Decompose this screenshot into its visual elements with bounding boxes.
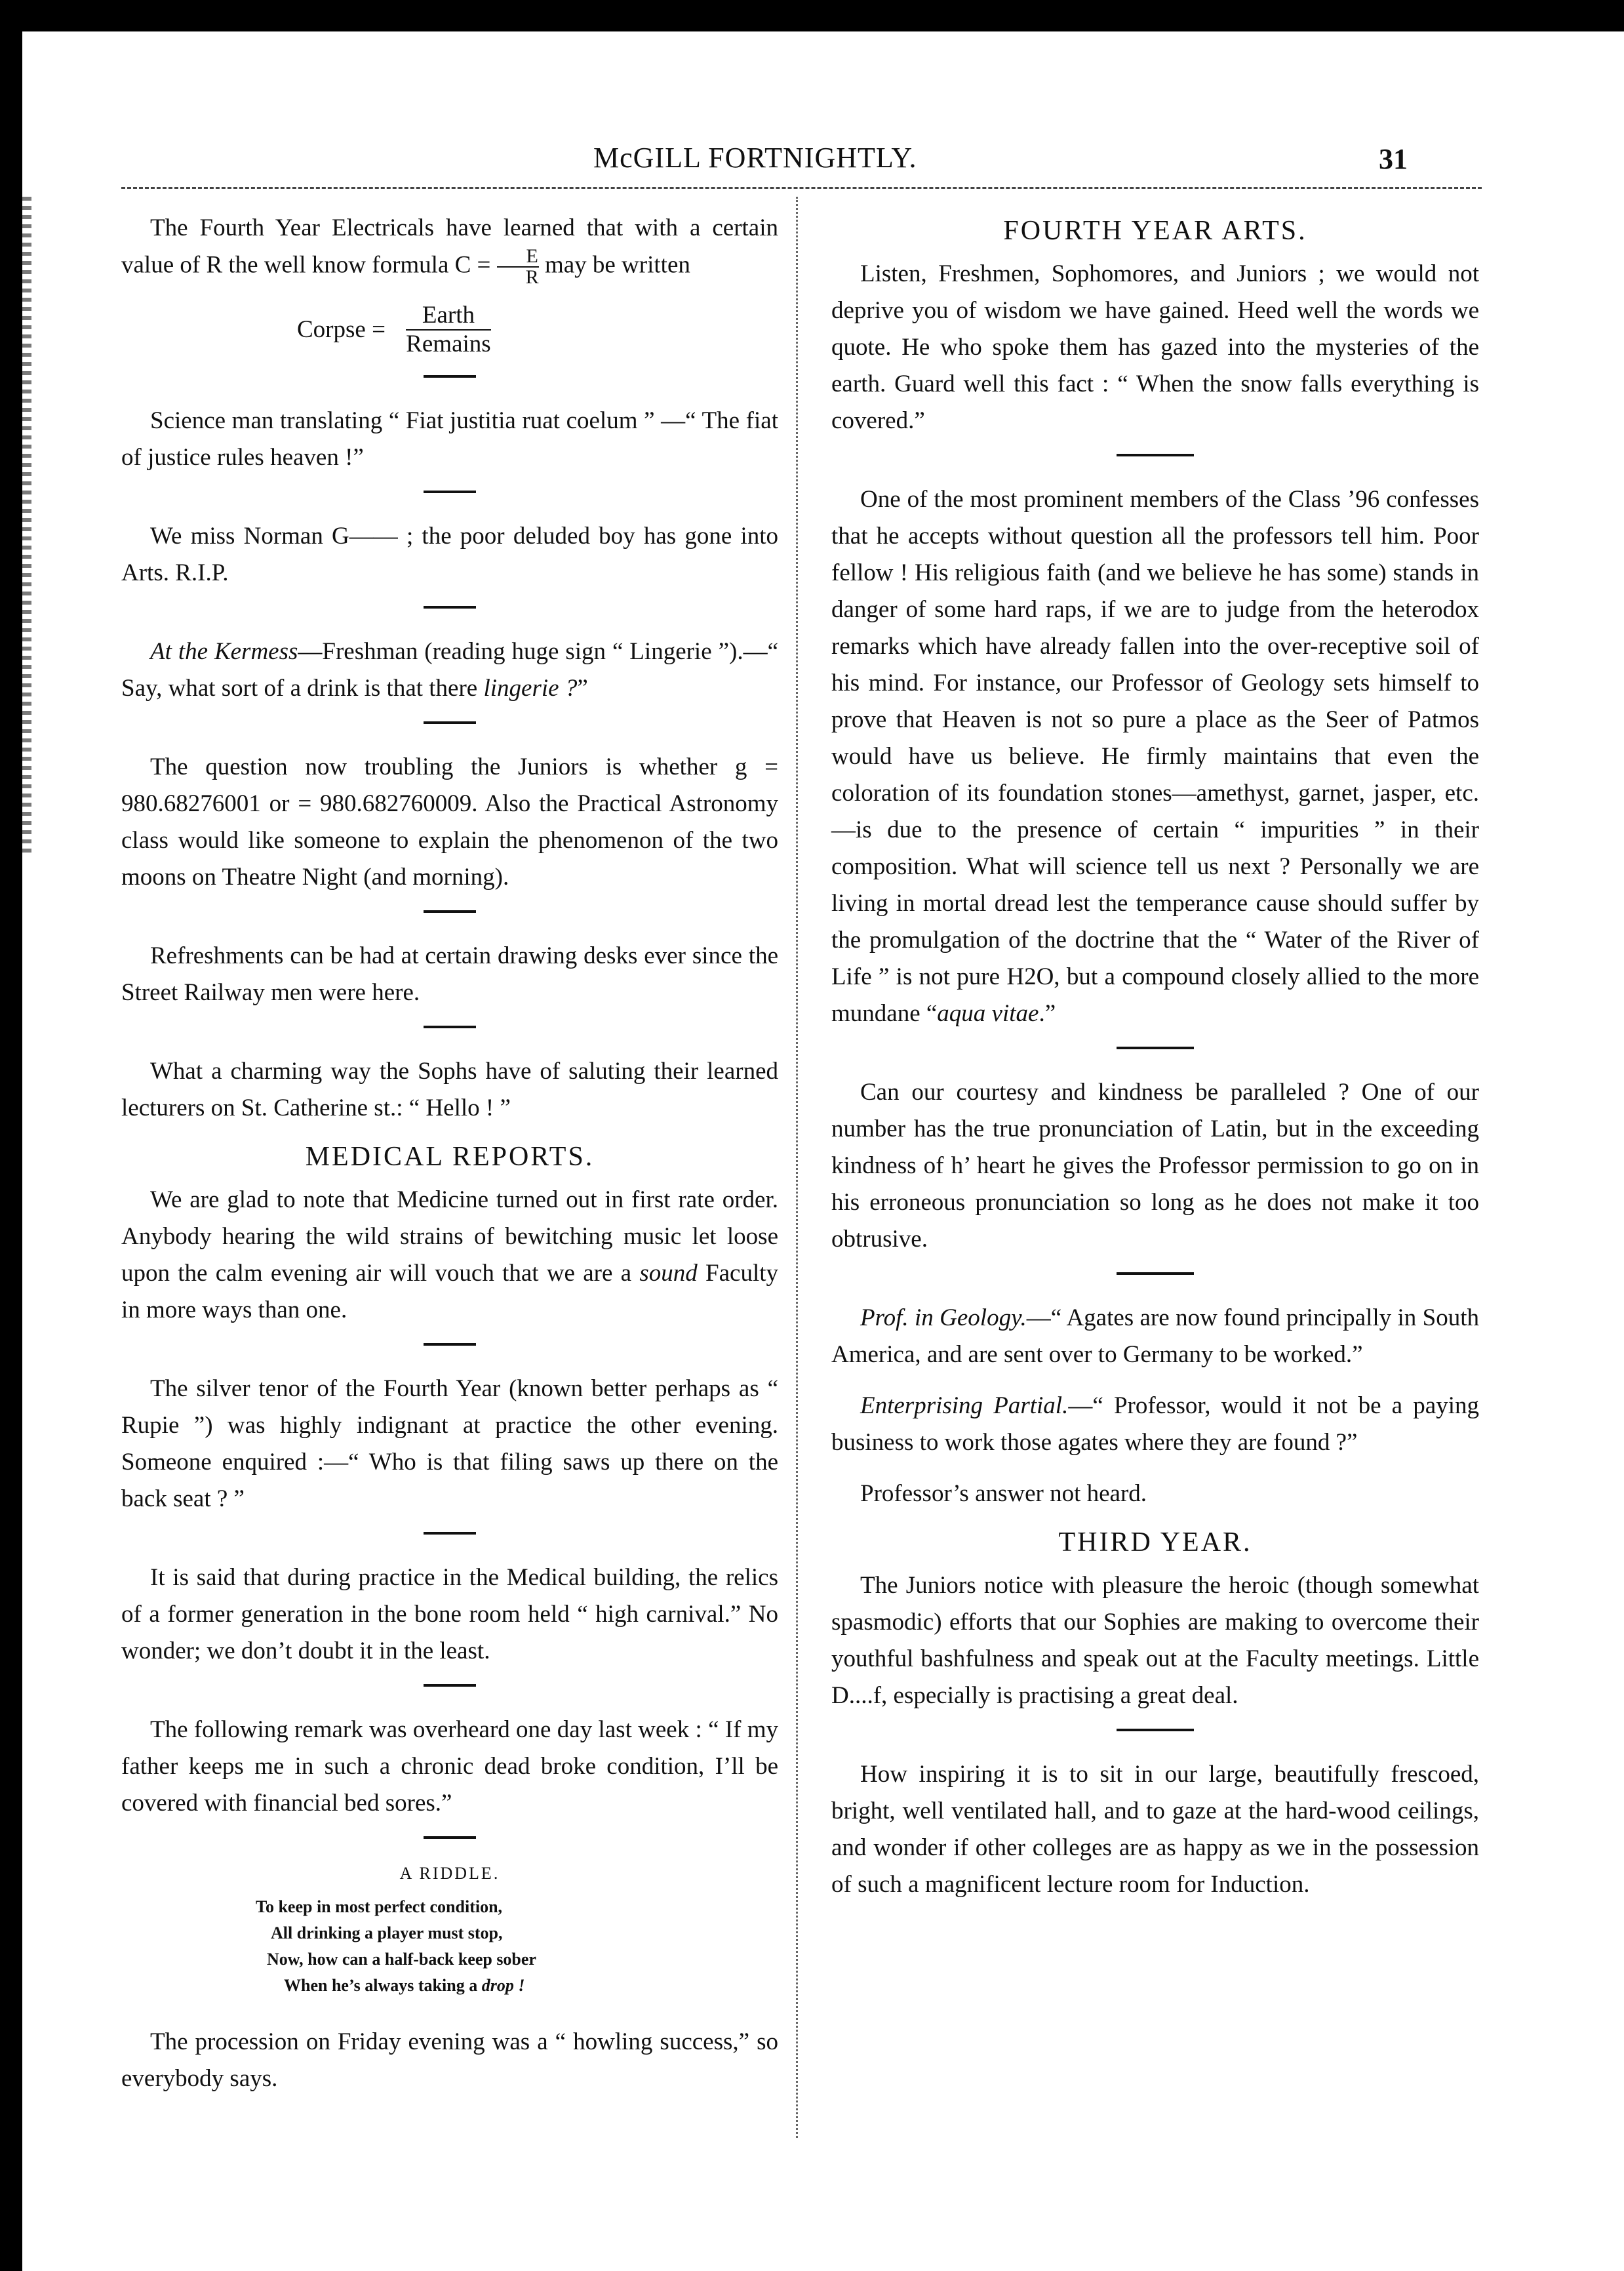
formula-fraction: $\frac{E}{R}$ — [497, 247, 539, 287]
scan-binding-edge — [0, 31, 22, 2271]
separator — [424, 1836, 476, 1839]
separator — [424, 1026, 476, 1028]
paragraph-silver-tenor: The silver tenor of the Fourth Year (known better perhaps as “ Rupie ”) was highly indignant at practice the other evening. Someone enquired :—“ Who is that filing saws up there on the back seat ? ” — [121, 1375, 778, 1512]
separator — [424, 375, 476, 378]
paragraph-bone-room: It is said that during practice in the Medical building, the relics of a former generation in the bone room held “ high carnival.” No wonder; we don’t doubt it in the least. — [121, 1564, 778, 1664]
paragraph-electricals: The Fourth Year Electricals have learned that with a certain value of R the well know formula C = $\frac{E}{R}$ may be written — [121, 214, 778, 288]
paragraph-class-96: One of the most prominent members of the Class ’96 confesses that he accepts without question all the professors tell him. Poor fellow ! His religious faith (and we believe he has some) stands in danger of some hard raps, if we are to judge from the heterodox remarks which have already fallen into the over-receptive soil of his mind. For instance, our Professor of Geology sets himself to prove that Heaven is not so pure a place as the Seer of Patmos would have us believe. He firmly maintains that even the coloration of its foundation stones—amethyst, garnet, jasper, etc.—is due to the presence of certain “ impurities ” in their composition. What will science tell us next ? Personally we are living in mortal dread lest the temperance cause should suffer by the promulgation of the doctrine that the “ Water of the River of Life ” is not pure H2O, but a compound closely allied to the more mundane “aqua vitae.” — [831, 486, 1479, 1027]
riddle-poem — [121, 1894, 778, 1999]
paragraph-lecture-hall: How inspiring it is to sit in our large, beautifully frescoed, bright, well ventilated hall, and to gaze at the hard-wood ceilings, and wonder if other colleges are as happy as we in the possession of such a magnificent lecture room for Induction. — [831, 1761, 1479, 1898]
section-heading-fourth-year-arts: FOURTH YEAR ARTS. — [1003, 216, 1307, 246]
separator — [424, 1684, 476, 1687]
poem-line: To keep in most perfect condition, — [256, 1897, 503, 1916]
separator — [1117, 1047, 1194, 1049]
paragraph-juniors-notice: The Juniors notice with pleasure the heroic (though somewhat spasmodic) efforts that our Sophies are making to overcome their youthful bashfulness and speak out at the Faculty meetings. Little D....f, especially is practising a great deal. — [831, 1572, 1479, 1709]
left-column — [121, 210, 778, 2112]
column-divider — [796, 197, 798, 2138]
paragraph-overheard-remark: The following remark was overheard one day last week : “ If my father keeps me in such a chronic dead broke condition, I’ll be covered with financial bed sores.” — [121, 1716, 778, 1817]
paragraph-courtesy: Can our courtesy and kindness be paralleled ? One of our number has the true pronunciation of Latin, but in the exceeding kindness of h’ heart he gives the Professor permission to go on in his erroneous pronunciation so long as he does not make it too obtrusive. — [831, 1079, 1479, 1253]
separator — [1117, 454, 1194, 456]
running-title: McGILL FORTNIGHTLY. — [593, 142, 917, 174]
separator — [1117, 1729, 1194, 1731]
paragraph-sophs-saluting: What a charming way the Sophs have of saluting their learned lecturers on St. Catherine st.: “ Hello ! ” — [121, 1058, 778, 1121]
scan-top-border — [0, 0, 1624, 31]
separator — [424, 491, 476, 493]
paragraph-enterprising-partial: Enterprising Partial.—“ Professor, would it not be a paying business to work those agates where they are found ?” — [831, 1392, 1479, 1456]
section-heading-medical: MEDICAL REPORTS. — [305, 1142, 595, 1172]
poem-line: Now, how can a half-back keep sober — [267, 1950, 536, 1969]
separator — [424, 606, 476, 609]
separator — [424, 910, 476, 913]
separator — [1117, 1272, 1194, 1275]
paragraph-professor-answer: Professor’s answer not heard. — [860, 1480, 1147, 1507]
paragraph-refreshments: Refreshments can be had at certain drawing desks ever since the Street Railway men were here. — [121, 942, 778, 1006]
paragraph-listen-freshmen: Listen, Freshmen, Sophomores, and Juniors ; we would not deprive you of wisdom we have gained. Heed well the words we quote. He who spoke them has gazed into the mysteries of the earth. Guard well this fact : “ When the snow falls everything is covered.” — [831, 260, 1479, 434]
right-column — [831, 210, 1479, 1918]
paragraph-norman: We miss Norman G—— ; the poor deluded boy has gone into Arts. R.I.P. — [121, 523, 778, 586]
scan-binding-texture — [22, 197, 31, 853]
separator — [424, 721, 476, 724]
page-number: 31 — [1379, 143, 1408, 175]
separator — [424, 1532, 476, 1535]
poem-line: When he’s always taking a drop ! — [284, 1976, 525, 1995]
paragraph-fiat-justitia: Science man translating “ Fiat justitia ruat coelum ” —“ The fiat of justice rules heaven !” — [121, 407, 778, 471]
page-header — [0, 141, 1624, 187]
paragraph-medicine: We are glad to note that Medicine turned out in first rate order. Anybody hearing the wild strains of bewitching music let loose upon the calm evening air will vouch that we are a sound Faculty in more ways than one. — [121, 1186, 779, 1323]
separator — [424, 1343, 476, 1346]
paragraph-kermess: At the Kermess—Freshman (reading huge sign “ Lingerie ”).—“ Say, what sort of a drink is that there lingerie ?” — [121, 638, 778, 702]
header-rule — [121, 187, 1482, 189]
paragraph-procession: The procession on Friday evening was a “ howling success,” so everybody says. — [121, 2028, 778, 2092]
riddle-heading: A RIDDLE. — [399, 1864, 500, 1883]
section-heading-third-year: THIRD YEAR. — [1058, 1527, 1252, 1558]
corpse-formula: Corpse = $\frac{\text{Earth}}{\text{Remains}}$ — [297, 302, 491, 357]
paragraph-juniors-question: The question now troubling the Juniors is whether g = 980.68276001 or = 980.682760009. Also the Practical Astronomy class would like someone to explain the phenomenon of the two moons on Theatre Night (and morning). — [121, 754, 778, 891]
paragraph-prof-geology: Prof. in Geology.—“ Agates are now found principally in South America, and are sent over to Germany to be worked.” — [831, 1304, 1479, 1368]
poem-line: All drinking a player must stop, — [271, 1923, 503, 1942]
